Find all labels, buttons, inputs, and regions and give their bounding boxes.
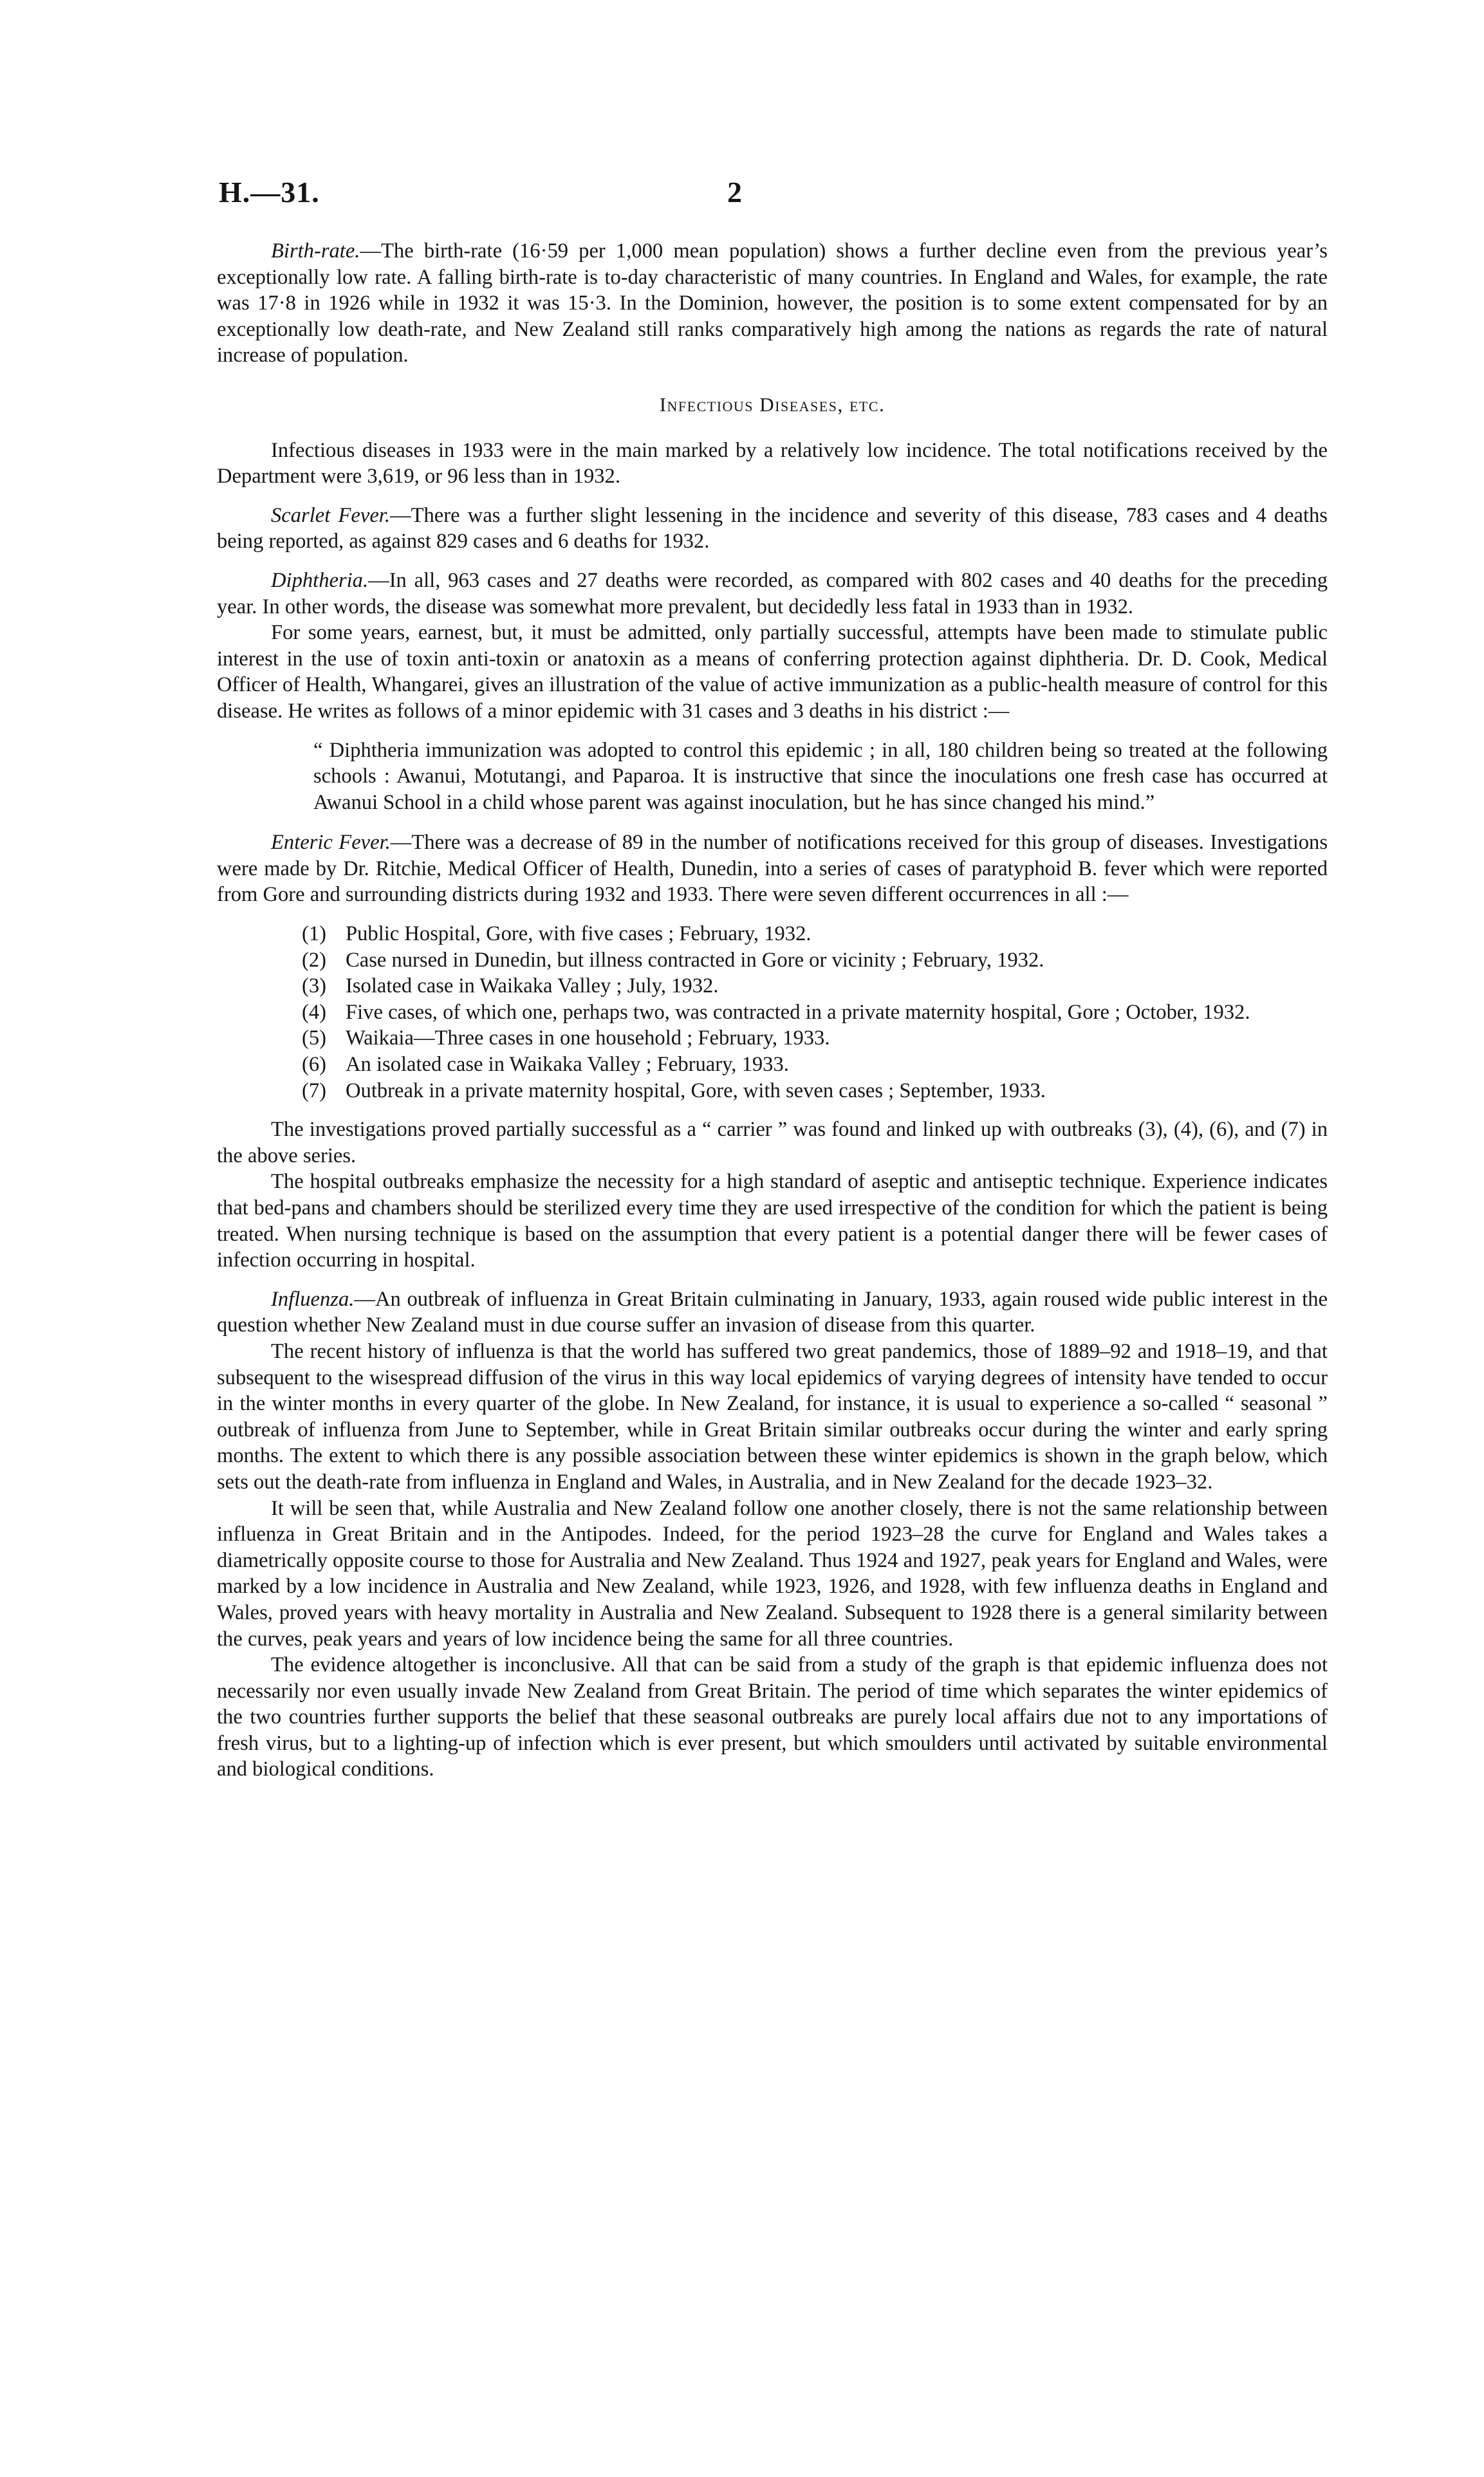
influenza-conclusion-paragraph: The evidence altogether is inconclusive. All that can be said from a study of the graph is that epidemic influenza does not necessarily nor even usually invade New Zealand from Great Britain. The period of time which separates the winter epidemics of the two countries further supports the belief that these seasonal outbreaks are purely local affairs due not to any importations of fresh virus, but to a lighting-up of infection which is ever present, but which smoulders until activated by suitable environmental and biological conditions. xyxy=(217,1653,1328,1781)
diphtheria-immunization-paragraph: For some years, earnest, but, it must be admitted, only partially successful, attempts have been made to stimulate public interest in the use of toxin anti-toxin or anatoxin as a means of conferring protection against diphtheria. Dr. D. Cook, Medical Officer of Health, Whangarei, gives an illustration of the value of active immunization as a public-health measure of control for this disease. He writes as follows of a minor epidemic with 31 cases and 3 deaths in his district :— xyxy=(217,621,1328,723)
birth-rate-text: —The birth-rate (16·59 per 1,000 mean population) shows a further decline even from the previous year’s exceptionally low rate. A falling birth-rate is to-day characteristic of many countries. In England and Wales, for example, the rate was 17·8 in 1926 while in 1932 it was 15·3. In the Dominion, however, the position is to some extent compensated for by an exceptionally low death-rate, and New Zealand still ranks comparatively high among the nations as regards the rate of natural increase of population. xyxy=(217,239,1328,367)
influenza-paragraph xyxy=(217,1286,1328,1339)
list-item-number: (4) xyxy=(302,1000,326,1024)
list-item-number: (5) xyxy=(302,1026,326,1050)
document-reference: H.—31. xyxy=(219,176,320,209)
birth-rate-paragraph xyxy=(217,238,1328,369)
influenza-comparison-paragraph: It will be seen that, while Australia and New Zealand follow one another closely, there is not the same relationship between influenza in Great Britain and in the Antipodes. Indeed, for the period 1923–28 the curve for England and Wales takes a diametrically opposite course to those for Australia and New Zealand. Thus 1924 and 1927, peak years for England and Wales, were marked by a low incidence in Australia and New Zealand, while 1923, 1926, and 1928, with few influenza deaths in England and Wales, proved years with heavy mortality in Australia and New Zealand. Subsequent to 1928 there is a general similarity between the curves, peak years and years of low incidence being the same for all three countries. xyxy=(217,1496,1328,1651)
page-number: 2 xyxy=(727,176,742,209)
list-item xyxy=(302,999,1328,1026)
scarlet-fever-paragraph xyxy=(217,503,1328,555)
list-item xyxy=(302,973,1328,999)
influenza-history-paragraph: The recent history of influenza is that the world has suffered two great pandemics, those of 1889–92 and 1918–19, and that subsequent to the wisespread diffusion of the virus in this way local epidemics of varying degrees of intensity have tended to occur in the winter months in every quarter of the globe. In New Zealand, for instance, it is usual to experience a so-called “ seasonal ” outbreak of influenza from June to September, while in Great Britain similar outbreaks occur during the winter and early spring months. The extent to which there is any possible association between these winter epidemics is shown in the graph below, which sets out the death-rate from influenza in England and Wales, in Australia, and in New Zealand for the decade 1923–32. xyxy=(217,1339,1328,1494)
section-heading-infectious-diseases: Infectious Diseases, etc. xyxy=(659,393,886,416)
list-item xyxy=(302,1025,1328,1052)
list-item xyxy=(302,947,1328,974)
list-item-number: (1) xyxy=(302,922,326,946)
enteric-fever-paragraph xyxy=(217,830,1328,908)
birth-rate-lead: Birth-rate. xyxy=(271,239,360,263)
enteric-fever-lead: Enteric Fever. xyxy=(271,831,391,855)
list-item-text: Isolated case in Waikaka Valley ; July, 1932. xyxy=(346,974,719,998)
list-item-number: (3) xyxy=(302,974,326,998)
infectious-intro-paragraph: Infectious diseases in 1933 were in the main marked by a relatively low incidence. The total notifications received by the Department were 3,619, or 96 less than in 1932. xyxy=(217,438,1328,488)
scarlet-fever-text: —There was a further slight lessening in the incidence and severity of this disease, 783 cases and 4 deaths being reported, as against 829 cases and 6 deaths for 1932. xyxy=(217,503,1328,553)
scarlet-fever-lead: Scarlet Fever. xyxy=(271,503,391,527)
list-item-text: Case nursed in Dunedin, but illness contracted in Gore or vicinity ; February, 1932. xyxy=(346,948,1044,972)
list-item-text: An isolated case in Waikaka Valley ; February, 1933. xyxy=(346,1053,789,1077)
list-item-number: (2) xyxy=(302,948,326,972)
list-item-text: Five cases, of which one, perhaps two, was contracted in a private maternity hospital, Gore ; October, 1932. xyxy=(346,1000,1250,1024)
occurrence-list xyxy=(217,921,1328,1104)
list-item xyxy=(302,1078,1328,1104)
carrier-paragraph: The investigations proved partially successful as a “ carrier ” was found and linked up with outbreaks (3), (4), (6), and (7) in the above series. xyxy=(217,1118,1328,1167)
list-item-number: (6) xyxy=(302,1053,326,1077)
list-item-number: (7) xyxy=(302,1079,326,1102)
document-body xyxy=(217,238,1328,1783)
list-item xyxy=(302,1052,1328,1078)
list-item xyxy=(302,921,1328,947)
list-item-text: Waikaia—Three cases in one household ; February, 1933. xyxy=(346,1026,830,1050)
hospital-outbreaks-paragraph: The hospital outbreaks emphasize the necessity for a high standard of aseptic and antiseptic technique. Experience indicates that bed-pans and chambers should be sterilized every time they are used irrespective of the condition for which the patient is being treated. When nursing technique is based on the assumption that every patient is a potential danger there will be fewer cases of infection occurring in hospital. xyxy=(217,1170,1328,1272)
list-item-text: Public Hospital, Gore, with five cases ; February, 1932. xyxy=(346,922,812,946)
influenza-lead: Influenza. xyxy=(271,1287,355,1311)
diphtheria-quote: “ Diphtheria immunization was adopted to control this epidemic ; in all, 180 children being so treated at the following schools : Awanui, Motutangi, and Paparoa. It is instructive that since the inoculations one fresh case has occurred at Awanui School in a child whose parent was against inoculation, but he has since changed his mind.” xyxy=(313,738,1328,814)
diphtheria-paragraph xyxy=(217,568,1328,620)
enteric-fever-text: —There was a decrease of 89 in the number of notifications received for this group of diseases. Investigations were made by Dr. Ritchie, Medical Officer of Health, Dunedin, into a series of cases of paratyphoid B. fever which were reported from Gore and surrounding districts during 1932 and 1933. There were seven different occurrences in all :— xyxy=(217,831,1328,907)
page-header xyxy=(219,175,1326,220)
diphtheria-lead: Diphtheria. xyxy=(271,568,369,592)
list-item-text: Outbreak in a private maternity hospital, Gore, with seven cases ; September, 1933. xyxy=(346,1079,1046,1102)
diphtheria-text: —In all, 963 cases and 27 deaths were recorded, as compared with 802 cases and 40 deaths for the preceding year. In other words, the disease was somewhat more prevalent, but decidedly less fatal in 1933 than in 1932. xyxy=(217,568,1328,618)
influenza-text: —An outbreak of influenza in Great Britain culminating in January, 1933, again roused wide public interest in the question whether New Zealand must in due course suffer an invasion of disease from this quarter. xyxy=(217,1287,1328,1337)
